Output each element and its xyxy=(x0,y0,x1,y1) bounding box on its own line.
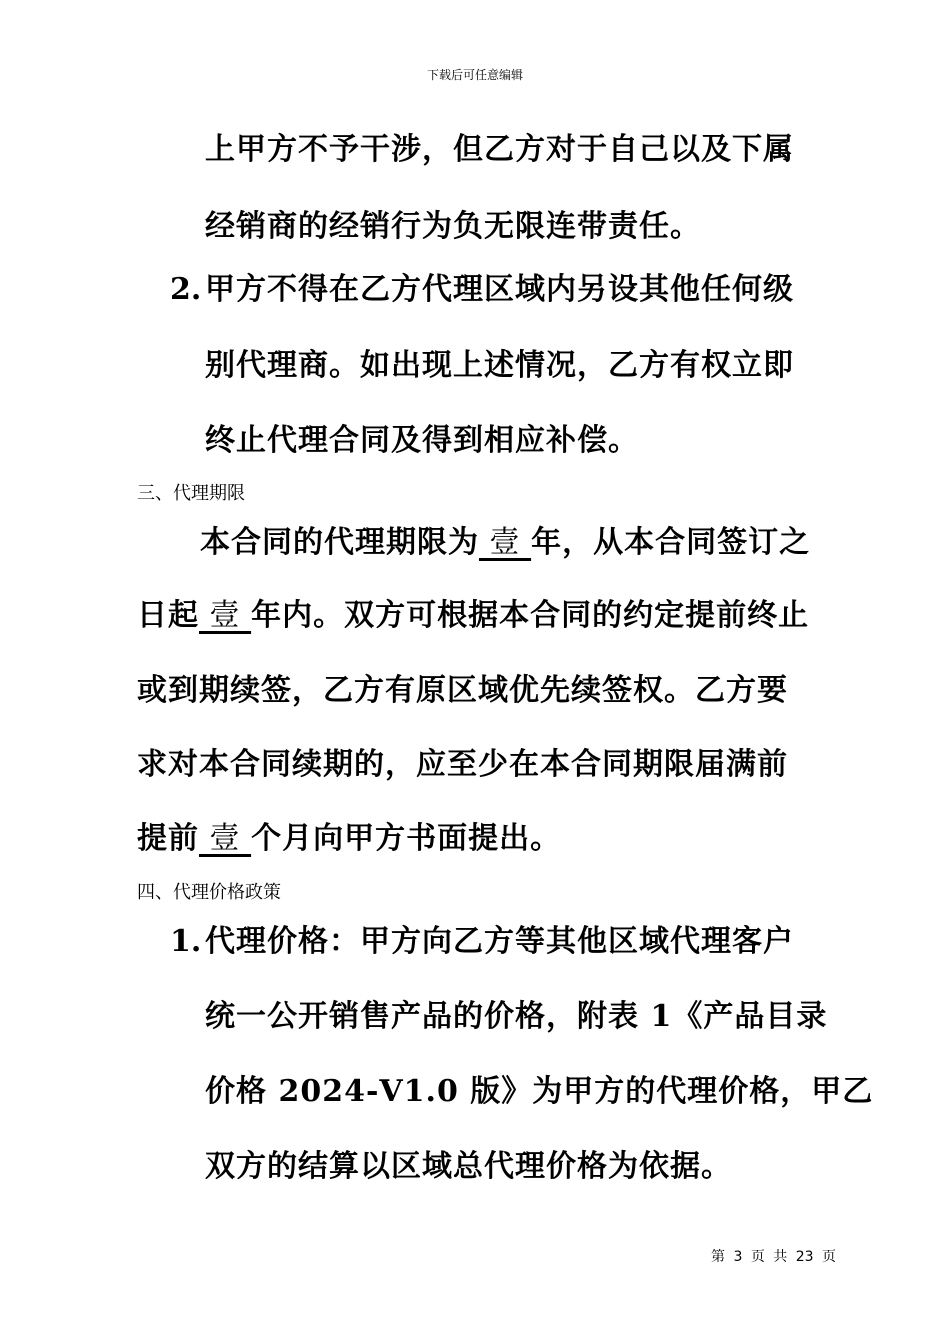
text-segment: 本合同的代理期限为 xyxy=(200,525,479,560)
text-segment: 个月向甲方书面提出。 xyxy=(251,821,562,856)
text-segment: 年内。双方可根据本合同的约定提前终止 xyxy=(251,598,810,633)
item-2-number: 2. xyxy=(170,272,202,307)
underlined-value: 壹 xyxy=(199,598,252,633)
item-1-line-3: 价格 2024-V1.0 版》为甲方的代理价格，甲乙 xyxy=(205,1074,874,1109)
section-3-paragraph-line-2 xyxy=(137,596,809,636)
section-4-heading: 四、代理价格政策 xyxy=(137,882,281,903)
item-2-line-2: 别代理商。如出现上述情况，乙方有权立即 xyxy=(205,348,794,383)
section-3-paragraph-line-4: 求对本合同续期的，应至少在本合同期限届满前 xyxy=(137,747,788,782)
section-3-paragraph-line-1 xyxy=(200,523,810,563)
section-3-heading: 三、代理期限 xyxy=(137,483,245,504)
item-1-line-2: 统一公开销售产品的价格，附表 1《产品目录 xyxy=(205,999,828,1034)
text-segment: 年，从本合同签订之 xyxy=(531,525,811,560)
underlined-value: 壹 xyxy=(199,821,252,856)
item-2-line-1: 甲方不得在乙方代理区域内另设其他任何级 xyxy=(205,272,794,307)
page-number-footer: 第 3 页 共 23 页 xyxy=(711,1249,836,1265)
item-2-line-3: 终止代理合同及得到相应补偿。 xyxy=(205,423,639,458)
text-segment: 提前 xyxy=(137,821,199,856)
item-1-number: 1. xyxy=(170,924,202,959)
continuation-line-2: 经销商的经销行为负无限连带责任。 xyxy=(205,209,701,244)
underlined-value: 壹 xyxy=(479,525,532,560)
text-segment: 日起 xyxy=(137,598,199,633)
page-header: 下载后可任意编辑 xyxy=(426,68,523,82)
section-3-paragraph-line-5 xyxy=(137,819,561,859)
section-3-paragraph-line-3: 或到期续签，乙方有原区域优先续签权。乙方要 xyxy=(137,673,788,708)
item-1-line-4: 双方的结算以区域总代理价格为依据。 xyxy=(205,1149,732,1184)
item-1-line-1: 代理价格：甲方向乙方等其他区域代理客户 xyxy=(205,924,794,959)
continuation-line-1: 上甲方不予干涉，但乙方对于自己以及下属 xyxy=(205,132,794,167)
